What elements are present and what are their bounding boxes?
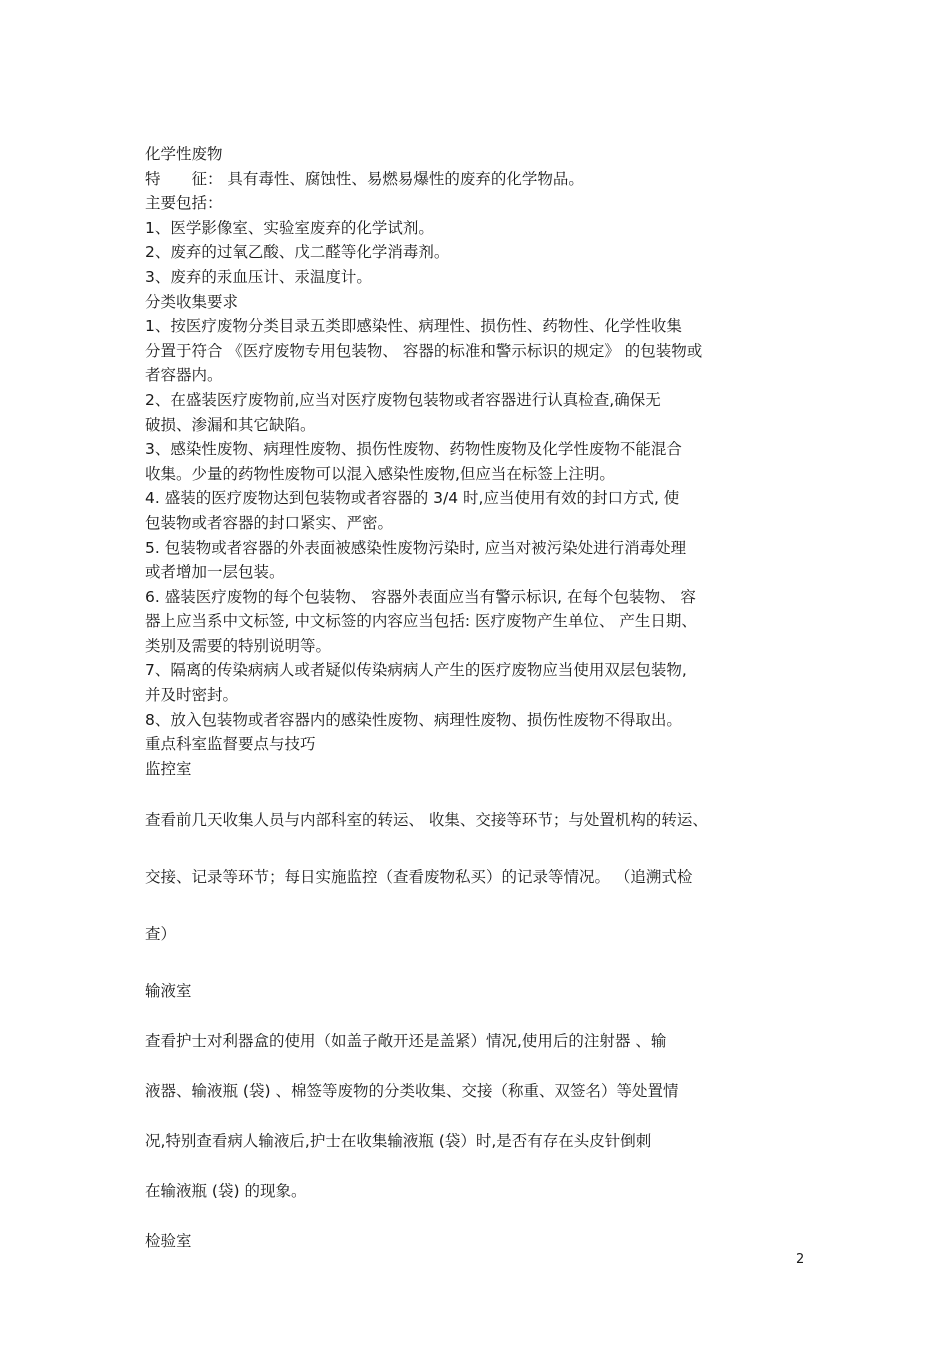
text-line: 查看前几天收集人员与内部科室的转运、 收集、交接等环节；与处置机构的转运、 <box>145 811 708 830</box>
text-line: 器上应当系中文标签, 中文标签的内容应当包括: 医疗废物产生单位、 产生日期、 <box>145 612 697 631</box>
text-line: 收集。少量的药物性废物可以混入感染性废物,但应当在标签上注明。 <box>145 464 615 483</box>
text-line: 类别及需要的特别说明等。 <box>145 636 332 655</box>
text-line: 8、放入包装物或者容器内的感染性废物、病理性废物、损伤性废物不得取出。 <box>145 710 682 729</box>
text-line: 1、按医疗废物分类目录五类即感染性、病理性、损伤性、药物性、化学性收集 <box>145 317 682 336</box>
text-line: 并及时密封。 <box>145 686 239 705</box>
text-line: 者容器内。 <box>145 366 223 385</box>
list-item: 1、医学影像室、实验室废弃的化学试剂。 <box>145 218 434 237</box>
text-line: 3、感染性废物、病理性废物、损伤性废物、药物性废物及化学性废物不能混合 <box>145 440 682 459</box>
section-heading-chemical-waste: 化学性废物 <box>145 145 223 163</box>
subsection-heading-infusion-room: 输液室 <box>145 982 192 1001</box>
text-line: 或者增加一层包装。 <box>145 563 285 582</box>
text-line: 况,特别查看病人输液后,护士在收集输液瓶 (袋）时,是否有存在头皮针倒刺 <box>145 1132 652 1151</box>
text-line: 6. 盛装医疗废物的每个包装物、 容器外表面应当有警示标识, 在每个包装物、 容 <box>145 587 696 606</box>
text-line: 5. 包装物或者容器的外表面被感染性废物污染时, 应当对被污染处进行消毒处理 <box>145 538 687 557</box>
text-line: 4. 盛装的医疗废物达到包装物或者容器的 3/4 时,应当使用有效的封口方式, 使 <box>145 489 680 508</box>
list-item: 3、废弃的汞血压计、汞温度计。 <box>145 267 372 286</box>
document-body <box>145 142 805 1253</box>
text-line: 分置于符合 《医疗废物专用包装物、 容器的标准和警示标识的规定》 的包装物或 <box>145 341 703 360</box>
text-line: 在输液瓶 (袋) 的现象。 <box>145 1182 307 1201</box>
subsection-heading-monitoring-room: 监控室 <box>145 759 192 778</box>
text-line: 交接、记录等环节；每日实施监控（查看废物私买）的记录等情况。 （追溯式检 <box>145 868 693 887</box>
text-line: 破损、渗漏和其它缺陷。 <box>145 415 316 434</box>
text-line: 主要包括： <box>145 194 223 213</box>
text-line: 查看护士对利器盒的使用（如盖子敞开还是盖紧）情况,使用后的注射器 、输 <box>145 1032 667 1051</box>
text-line: 液器、输液瓶 (袋) 、棉签等废物的分类收集、交接（称重、双签名）等处置情 <box>145 1082 679 1101</box>
text-line: 特 征： 具有毒性、腐蚀性、易燃易爆性的废弃的化学物品。 <box>145 169 584 188</box>
list-item: 2、废弃的过氧乙酸、戊二醛等化学消毒剂。 <box>145 243 450 262</box>
text-line: 7、隔离的传染病病人或者疑似传染病病人产生的医疗废物应当使用双层包装物, <box>145 661 687 680</box>
text-line: 查） <box>145 925 177 944</box>
text-line: 2、在盛装医疗废物前,应当对医疗废物包装物或者容器进行认真检查,确保无 <box>145 390 661 409</box>
subsection-heading-laboratory: 检验室 <box>145 1232 192 1251</box>
text-line: 包装物或者容器的封口紧实、严密。 <box>145 513 394 532</box>
section-heading-key-departments: 重点科室监督要点与技巧 <box>145 735 316 754</box>
section-heading-collection: 分类收集要求 <box>145 292 239 311</box>
page-number: 2 <box>796 1252 805 1267</box>
